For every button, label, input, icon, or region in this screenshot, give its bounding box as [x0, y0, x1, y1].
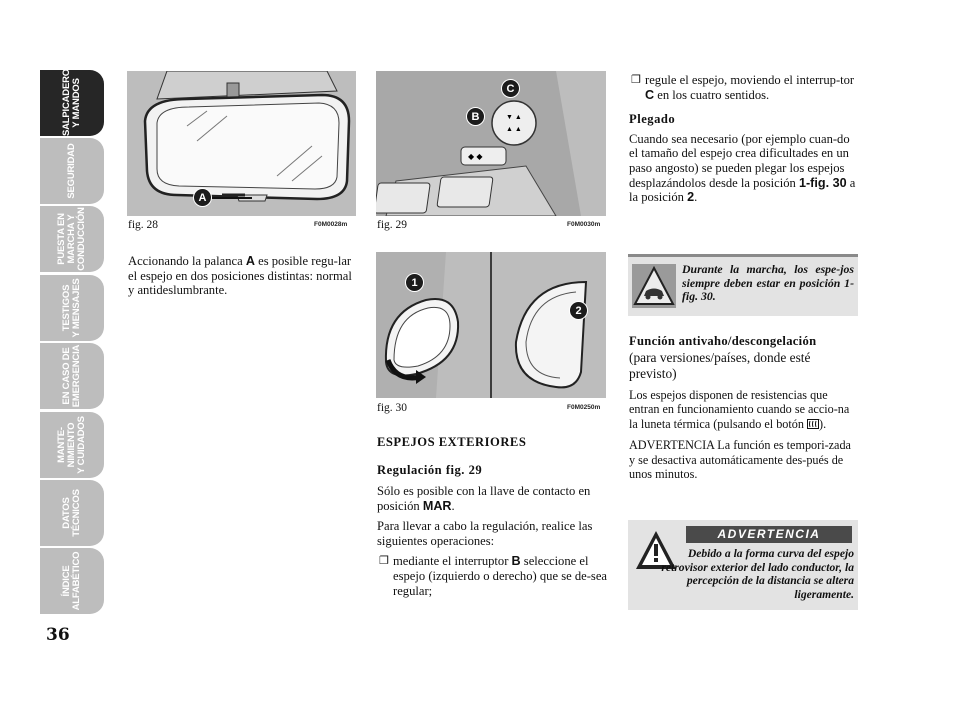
fig30-code: F0M0250m	[567, 404, 601, 411]
col3-bullet: ❐ regule el espejo, moviendo el interrup-tor C en los cuatro sentidos.	[645, 73, 858, 102]
col2-paragraph: Para llevar a cabo la regulación, realice las siguientes operaciones:	[377, 519, 593, 548]
tab-puesta-en-marcha[interactable]	[40, 206, 104, 272]
tab-mantenimiento[interactable]	[40, 412, 104, 478]
callout-line	[212, 197, 252, 199]
col1-paragraph: Accionando la palanca A es posible regu-lar el espejo en dos posiciones distintas: normal y antideslumbrante.	[128, 254, 352, 298]
rearview-mirror-illustration	[127, 71, 356, 216]
tab-datos-tecnicos[interactable]	[40, 480, 104, 546]
mirror-switch-illustration	[376, 71, 606, 216]
advertencia-box	[628, 520, 858, 610]
tab-emergencia[interactable]	[40, 343, 104, 409]
fig28-caption: fig. 28	[128, 219, 159, 231]
fig29-code: F0M0030m	[567, 221, 601, 228]
tab-label: ÍNDICE ALFABÉTICO	[61, 551, 82, 611]
svg-text:▲ ▲: ▲ ▲	[506, 126, 522, 133]
plegado-heading: Plegado	[629, 112, 676, 127]
section-subheading: Regulación fig. 29	[377, 463, 483, 477]
rear-defrost-icon	[807, 418, 819, 432]
tab-label: SALPICADERO Y MANDOS	[61, 69, 82, 136]
figure-29-mirror-controls	[376, 71, 606, 216]
tab-label: MANTE- NIMIENTO Y CUIDADOS	[56, 416, 87, 474]
tab-label: DATOS TÉCNICOS	[61, 489, 82, 537]
tab-salpicadero[interactable]	[40, 70, 104, 136]
tab-indice[interactable]	[40, 548, 104, 614]
svg-text:◆ ◆: ◆ ◆	[468, 152, 483, 161]
antivaho-paragraph: ADVERTENCIA La función es tempori-zada y se desactiva automáticamente des-pués de unos minutos.	[629, 438, 851, 482]
driving-note-box	[628, 254, 858, 316]
callout-b: B	[466, 107, 485, 126]
tab-label: TESTIGOS Y MENSAJES	[61, 278, 82, 338]
tab-label: EN CASO DE EMERGENCIA	[61, 344, 82, 408]
antivaho-subheading: (para versiones/países, donde esté previsto)	[629, 350, 811, 381]
note-top-rule	[628, 254, 858, 257]
fig29-caption: fig. 29	[377, 219, 408, 231]
warning-car-icon	[632, 264, 676, 308]
col2-text	[377, 435, 607, 604]
figure-28-rearview-mirror	[127, 71, 356, 216]
callout-a: A	[193, 188, 212, 207]
advertencia-title: ADVERTENCIA	[686, 526, 852, 543]
col2-paragraph: Sólo es posible con la llave de contacto en posición MAR.	[377, 484, 591, 513]
tab-label: SEGURIDAD	[66, 143, 77, 199]
page-number: 36	[46, 625, 70, 645]
callout-1: 1	[405, 273, 424, 292]
tab-label: PUESTA EN MARCHA Y CONDUCCIÓN	[56, 207, 87, 271]
callout-2: 2	[569, 301, 588, 320]
callout-c: C	[501, 79, 520, 98]
tab-testigos[interactable]	[40, 275, 104, 341]
figure-30-mirror-folding	[376, 252, 606, 398]
tab-seguridad[interactable]	[40, 138, 104, 204]
fig30-caption: fig. 30	[377, 402, 408, 414]
col2-body	[377, 484, 607, 598]
svg-text:▼ ▲: ▼ ▲	[506, 114, 522, 121]
note-text: Durante la marcha, los espe-jos siempre deben estar en posición 1-fig. 30.	[682, 262, 854, 304]
col2-bullet: ❐ mediante el interruptor B seleccione el espejo (izquierdo o derecho) que se de-sea regular;	[393, 554, 607, 598]
section-heading: ESPEJOS EXTERIORES	[377, 435, 527, 449]
plegado-paragraph: Cuando sea necesario (por ejemplo cuan-do el tamaño del espejo crea dificultades en un paso angosto) se pueden plegar los espejos desplazándolos desde la posición 1-fig. 30 a la posición 2.	[629, 131, 856, 205]
antivaho-section	[629, 334, 858, 487]
col1-text	[128, 254, 356, 304]
advertencia-text: Debido a la forma curva del espejo retrovisor exterior del lado conductor, la percepción de la distancia se altera ligeramente.	[661, 547, 854, 601]
col3-top-text	[629, 73, 858, 211]
antivaho-paragraph: Los espejos disponen de resistencias que entran en funcionamiento cuando se accio-na la luneta térmica (pulsando el botón ).	[629, 388, 850, 431]
antivaho-body	[629, 388, 858, 481]
fig28-code: F0M0028m	[314, 221, 348, 228]
antivaho-heading: Función antivaho/descongelación	[629, 334, 817, 348]
